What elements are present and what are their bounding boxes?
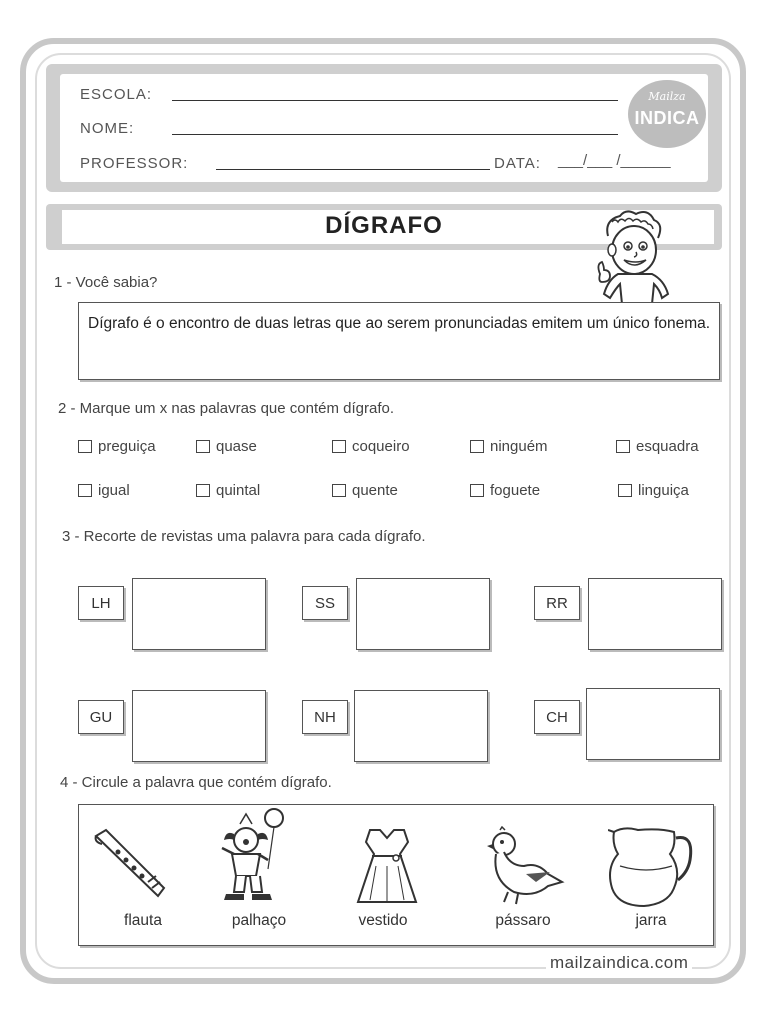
digraph-label-lh: LH: [78, 586, 124, 620]
escola-line: [172, 100, 618, 101]
checkbox[interactable]: [78, 484, 92, 497]
flute-icon: [92, 828, 168, 902]
checkbox-label: quase: [216, 438, 257, 455]
date-blanks: ___/___ /______: [558, 152, 671, 169]
data-label: DATA:: [494, 155, 541, 172]
checkbox-label: coqueiro: [352, 438, 410, 455]
q3-heading: 3 - Recorte de revistas uma palavra para cada dígrafo.: [62, 528, 426, 545]
q1-heading: 1 - Você sabia?: [54, 274, 158, 291]
q4-heading: 4 - Circule a palavra que contém dígrafo.: [60, 774, 332, 791]
picture-label-passaro[interactable]: pássaro: [495, 912, 551, 929]
professor-label: PROFESSOR:: [80, 155, 189, 172]
mailza-indica-logo: [628, 80, 706, 148]
checkbox[interactable]: [196, 484, 210, 497]
jug-icon: [608, 826, 694, 908]
paste-box-ch[interactable]: [586, 688, 720, 760]
paste-box-rr[interactable]: [588, 578, 722, 650]
professor-line: [216, 169, 490, 170]
checkbox-item[interactable]: [78, 482, 130, 499]
checkbox-item[interactable]: [332, 438, 410, 455]
checkbox-label: quintal: [216, 482, 261, 499]
clown-icon: [212, 806, 288, 906]
paste-box-lh[interactable]: [132, 578, 266, 650]
nome-line: [172, 134, 618, 135]
boy-thumbs-up-icon: [588, 210, 678, 304]
paste-box-gu[interactable]: [132, 690, 266, 762]
checkbox-label: linguiça: [638, 482, 689, 499]
checkbox-label: ninguém: [490, 438, 548, 455]
footer-website: mailzaindica.com: [546, 953, 692, 973]
bird-icon: [486, 826, 566, 906]
checkbox[interactable]: [616, 440, 630, 453]
header-box: [46, 64, 722, 192]
picture-label-flauta[interactable]: flauta: [124, 912, 162, 929]
logo-line1: Mailza: [648, 90, 686, 103]
checkbox[interactable]: [78, 440, 92, 453]
checkbox[interactable]: [470, 484, 484, 497]
paste-box-nh[interactable]: [354, 690, 488, 762]
page-title: DÍGRAFO: [325, 212, 443, 239]
checkbox-item[interactable]: [470, 438, 548, 455]
checkbox-item[interactable]: [78, 438, 156, 455]
checkbox-label: esquadra: [636, 438, 699, 455]
escola-label: ESCOLA:: [80, 86, 153, 103]
checkbox[interactable]: [618, 484, 632, 497]
checkbox-label: preguiça: [98, 438, 156, 455]
checkbox-item[interactable]: [196, 482, 260, 499]
digraph-label-ch: CH: [534, 700, 580, 734]
paste-box-ss[interactable]: [356, 578, 490, 650]
checkbox-item[interactable]: [616, 438, 699, 455]
checkbox[interactable]: [196, 440, 210, 453]
checkbox[interactable]: [332, 440, 346, 453]
digraph-label-nh: NH: [302, 700, 348, 734]
picture-label-jarra[interactable]: jarra: [635, 912, 667, 929]
nome-label: NOME:: [80, 120, 135, 137]
checkbox[interactable]: [332, 484, 346, 497]
checkbox-label: igual: [98, 482, 130, 499]
checkbox-label: quente: [352, 482, 398, 499]
logo-line2: INDICA: [634, 108, 700, 128]
checkbox-label: foguete: [490, 482, 541, 499]
checkbox-item[interactable]: [332, 482, 398, 499]
checkbox-item[interactable]: [470, 482, 540, 499]
q2-heading: 2 - Marque um x nas palavras que contém dígrafo.: [58, 400, 395, 417]
picture-label-palhaco[interactable]: palhaço: [231, 912, 287, 929]
checkbox-item[interactable]: [196, 438, 257, 455]
digraph-label-rr: RR: [534, 586, 580, 620]
checkbox-item[interactable]: [618, 482, 689, 499]
digraph-label-gu: GU: [78, 700, 124, 734]
dress-icon: [356, 826, 418, 906]
digraph-label-ss: SS: [302, 586, 348, 620]
definition-text: Dígrafo é o encontro de duas letras que ao serem pronunciadas emitem um único fonema.: [88, 315, 711, 332]
checkbox[interactable]: [470, 440, 484, 453]
picture-label-vestido[interactable]: vestido: [358, 912, 408, 929]
